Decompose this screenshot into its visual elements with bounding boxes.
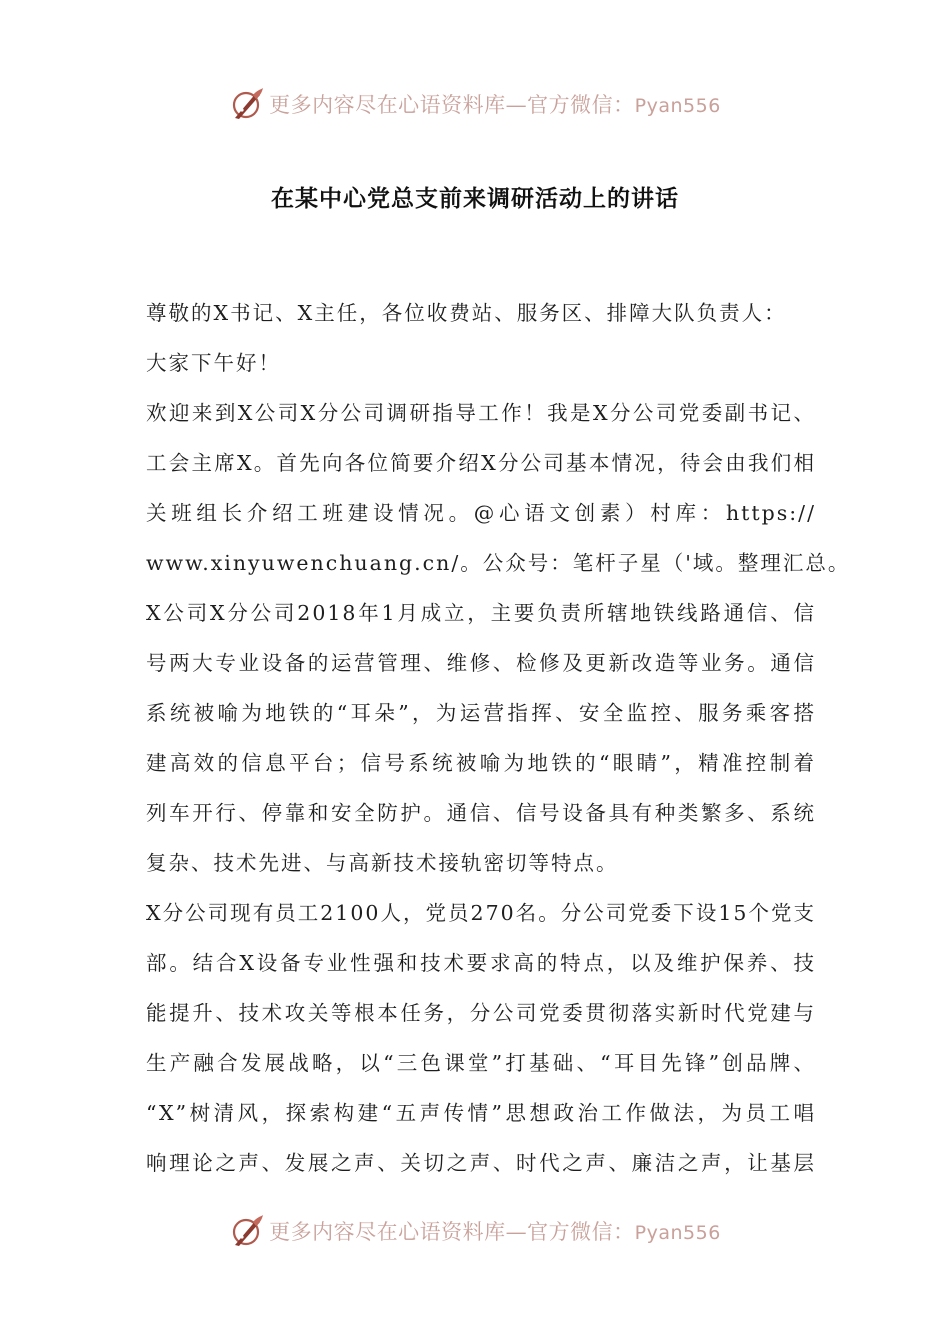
header-watermark	[0, 84, 950, 124]
text-line: 大家下午好！	[146, 351, 281, 375]
watermark-text: 更多内容尽在心语资料库—官方微信：Pyan556	[269, 93, 721, 117]
text-line: 关班组长介绍工班建设情况。@心语文创素）村库：https://	[146, 501, 816, 525]
text-line: 能提升、技术攻关等根本任务，分公司党委贯彻落实新时代党建与	[146, 1001, 816, 1025]
text-line: 复杂、技术先进、与高新技术接轨密切等特点。	[146, 851, 619, 875]
text-line: “X”树清风，探索构建“五声传情”思想政治工作做法，为员工唱	[146, 1101, 816, 1125]
wechat-id: Pyan556	[634, 1222, 721, 1244]
document-title: 在某中心党总支前来调研活动上的讲话	[271, 186, 679, 212]
text-line: 列车开行、停靠和安全防护。通信、信号设备具有种类繁多、系统	[146, 801, 816, 825]
text-line: 欢迎来到X公司X分公司调研指导工作！我是X分公司党委副书记、	[146, 401, 816, 425]
text-line: 号两大专业设备的运营管理、维修、检修及更新改造等业务。通信	[146, 651, 816, 675]
quill-pen-logo-icon	[229, 1213, 265, 1249]
text-line: 响理论之声、发展之声、关切之声、时代之声、廉洁之声，让基层	[146, 1151, 816, 1175]
watermark-text: 更多内容尽在心语资料库—官方微信：Pyan556	[269, 1220, 721, 1244]
wechat-id: Pyan556	[634, 95, 721, 117]
text-line: 系统被喻为地铁的“耳朵”，为运营指挥、安全监控、服务乘客搭	[146, 701, 816, 725]
text-line: 生产融合发展战略，以“三色课堂”打基础、“耳目先锋”创品牌、	[146, 1051, 816, 1075]
quill-pen-logo-icon	[229, 86, 265, 122]
text-line: 尊敬的X书记、X主任，各位收费站、服务区、排障大队负责人：	[146, 301, 787, 325]
text-line: 部。结合X设备专业性强和技术要求高的特点，以及维护保养、技	[146, 951, 816, 975]
document-body	[146, 288, 851, 1188]
text-line: X分公司现有员工2100人，党员270名。分公司党委下设15个党支	[146, 901, 816, 925]
text-line: 工会主席X。首先向各位简要介绍X分公司基本情况，待会由我们相	[146, 451, 816, 475]
text-line: 建高效的信息平台；信号系统被喻为地铁的“眼睛”，精准控制着	[146, 751, 816, 775]
text-line: www.xinyuwenchuang.cn/。公众号：笔杆子星（'域。整理汇总。	[146, 551, 851, 575]
text-line: X公司X分公司2018年1月成立，主要负责所辖地铁线路通信、信	[146, 601, 816, 625]
footer-watermark	[0, 1211, 950, 1251]
